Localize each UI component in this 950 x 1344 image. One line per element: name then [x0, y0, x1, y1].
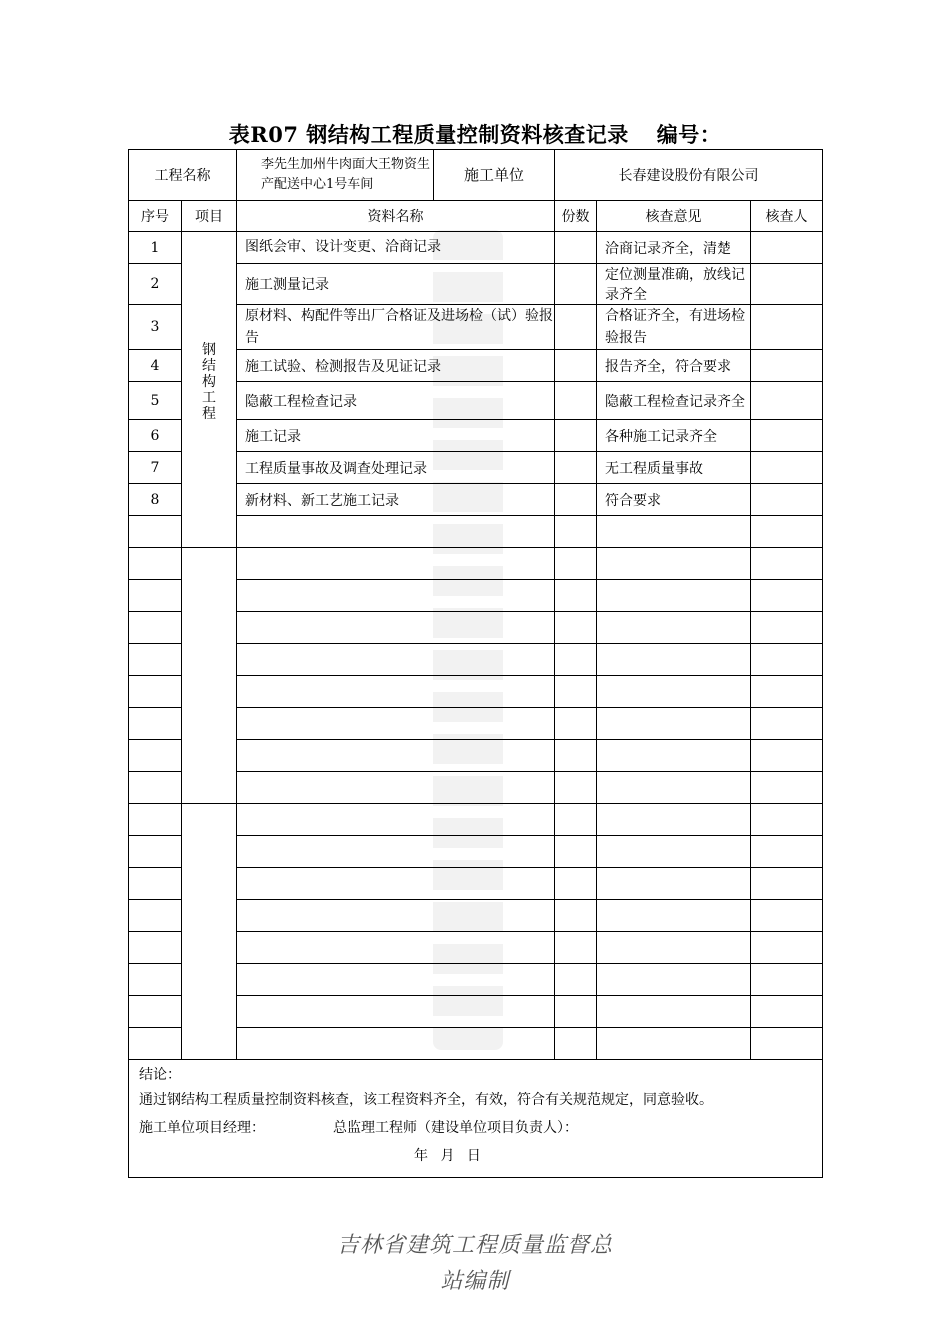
empty-cell: [555, 1028, 597, 1060]
row-opinion: 合格证齐全，有进场检验报告: [597, 305, 751, 350]
row-checker: [751, 350, 823, 382]
header-opinion: 核查意见: [597, 201, 751, 232]
empty-cell: [555, 804, 597, 836]
row-count: [555, 420, 597, 452]
row-doc: 施工试验、检测报告及见证记录: [237, 350, 555, 382]
row-count: [555, 484, 597, 516]
conclusion-text: 通过钢结构工程质量控制资料核查，该工程资料齐全，有效，符合有关规范规定，同意验收。: [139, 1092, 713, 1108]
empty-cell: [597, 708, 751, 740]
empty-cell: [555, 772, 597, 804]
empty-cell: [555, 580, 597, 612]
row-seq: 1: [129, 232, 182, 264]
empty-cell: [597, 580, 751, 612]
empty-cell: [597, 772, 751, 804]
empty-cell: [129, 1028, 182, 1060]
header-row: [129, 201, 823, 232]
empty-cell: [751, 612, 823, 644]
empty-cell: [129, 516, 182, 548]
empty-cell: [129, 900, 182, 932]
empty-cell: [555, 868, 597, 900]
empty-cell: [751, 900, 823, 932]
empty-cell: [237, 964, 555, 996]
empty-cell: [129, 836, 182, 868]
construction-unit-label: 施工单位: [463, 165, 524, 184]
row-checker: [751, 264, 823, 305]
date-label: 年 月 日: [414, 1148, 481, 1164]
empty-cell: [597, 996, 751, 1028]
empty-cell: [129, 548, 182, 580]
empty-section-cell: [182, 804, 237, 1060]
empty-cell: [129, 612, 182, 644]
empty-cell: [751, 580, 823, 612]
row-count: [555, 382, 597, 420]
row-doc: 隐蔽工程检查记录: [237, 382, 555, 420]
empty-cell: [129, 708, 182, 740]
row-count: [555, 305, 597, 350]
header-count: 份数: [555, 201, 597, 232]
empty-cell: [597, 676, 751, 708]
footer-issuer: 吉林省建筑工程质量监督总站编制: [336, 1233, 613, 1294]
empty-cell: [751, 740, 823, 772]
empty-cell: [555, 676, 597, 708]
form-code-label: 编号：: [656, 122, 722, 147]
empty-cell: [555, 708, 597, 740]
empty-cell: [751, 548, 823, 580]
empty-cell: [237, 516, 555, 548]
empty-cell: [555, 516, 597, 548]
empty-section-cell: [182, 548, 237, 804]
row-seq: 2: [129, 264, 182, 305]
chief-supervisor-label: 总监理工程师（建设单位项目负责人）：: [333, 1120, 578, 1136]
row-opinion: 定位测量准确，放线记录齐全: [597, 264, 751, 305]
empty-cell: [597, 612, 751, 644]
empty-cell: [597, 1028, 751, 1060]
table-row-empty: [129, 804, 823, 836]
empty-cell: [129, 964, 182, 996]
empty-cell: [237, 772, 555, 804]
empty-cell: [555, 964, 597, 996]
empty-cell: [597, 516, 751, 548]
header-item: 项目: [182, 201, 237, 232]
section-label-text: 钢结构工程: [202, 342, 216, 422]
empty-cell: [751, 708, 823, 740]
empty-cell: [751, 804, 823, 836]
empty-cell: [751, 676, 823, 708]
empty-cell: [597, 836, 751, 868]
table-row: [129, 232, 823, 264]
conclusion-row: [129, 1060, 823, 1178]
signature-line: [139, 1114, 812, 1142]
empty-cell: [237, 932, 555, 964]
row-count: [555, 232, 597, 264]
row-checker: [751, 232, 823, 264]
empty-cell: [751, 996, 823, 1028]
empty-cell: [555, 996, 597, 1028]
empty-cell: [129, 772, 182, 804]
empty-cell: [555, 836, 597, 868]
empty-cell: [751, 964, 823, 996]
row-doc: 施工记录: [237, 420, 555, 452]
empty-cell: [129, 644, 182, 676]
form-title-text: 表R07 钢结构工程质量控制资料核查记录: [228, 122, 629, 147]
empty-cell: [597, 900, 751, 932]
empty-cell: [597, 932, 751, 964]
project-name-label: 工程名称: [129, 150, 237, 201]
empty-cell: [555, 548, 597, 580]
row-opinion: 符合要求: [597, 484, 751, 516]
row-count: [555, 350, 597, 382]
row-doc: 施工测量记录: [237, 264, 555, 305]
empty-cell: [237, 804, 555, 836]
row-checker: [751, 420, 823, 452]
empty-cell: [751, 1028, 823, 1060]
row-count: [555, 452, 597, 484]
empty-cell: [597, 740, 751, 772]
row-seq: 6: [129, 420, 182, 452]
empty-cell: [237, 644, 555, 676]
empty-cell: [751, 644, 823, 676]
row-doc: 工程质量事故及调查处理记录: [237, 452, 555, 484]
empty-cell: [597, 644, 751, 676]
empty-cell: [555, 612, 597, 644]
row-opinion: 各种施工记录齐全: [597, 420, 751, 452]
project-name-value: 李先生加州牛肉面大王物资生产配送中心1号车间: [249, 150, 434, 200]
empty-cell: [751, 836, 823, 868]
empty-cell: [237, 708, 555, 740]
row-checker: [751, 484, 823, 516]
row-seq: 4: [129, 350, 182, 382]
row-doc: 新材料、新工艺施工记录: [237, 484, 555, 516]
row-doc: 原材料、构配件等出厂合格证及进场检（试）验报告: [237, 305, 555, 350]
empty-cell: [129, 804, 182, 836]
empty-cell: [237, 580, 555, 612]
empty-cell: [555, 900, 597, 932]
row-opinion: 无工程质量事故: [597, 452, 751, 484]
header-seq: 序号: [129, 201, 182, 232]
row-checker: [751, 382, 823, 420]
empty-cell: [237, 900, 555, 932]
row-opinion: 洽商记录齐全，清楚: [597, 232, 751, 264]
info-row: [129, 150, 823, 201]
empty-cell: [129, 932, 182, 964]
empty-cell: [237, 740, 555, 772]
empty-cell: [597, 868, 751, 900]
empty-cell: [129, 740, 182, 772]
project-unit-cell: [237, 150, 555, 201]
empty-cell: [751, 772, 823, 804]
row-opinion: 隐蔽工程检查记录齐全: [597, 382, 751, 420]
empty-cell: [237, 836, 555, 868]
row-seq: 5: [129, 382, 182, 420]
row-checker: [751, 452, 823, 484]
form-title: [128, 120, 822, 150]
conclusion-cell: [129, 1060, 823, 1178]
header-doc: 资料名称: [237, 201, 555, 232]
empty-cell: [129, 996, 182, 1028]
empty-cell: [237, 676, 555, 708]
empty-cell: [237, 996, 555, 1028]
contractor-pm-label: 施工单位项目经理：: [139, 1120, 265, 1136]
empty-cell: [555, 740, 597, 772]
empty-cell: [129, 868, 182, 900]
row-count: [555, 264, 597, 305]
row-seq: 3: [129, 305, 182, 350]
empty-cell: [237, 868, 555, 900]
row-checker: [751, 305, 823, 350]
table-row-empty: [129, 548, 823, 580]
empty-cell: [129, 676, 182, 708]
section-label: [182, 232, 237, 548]
empty-cell: [237, 548, 555, 580]
row-seq: 8: [129, 484, 182, 516]
empty-cell: [751, 868, 823, 900]
empty-cell: [555, 932, 597, 964]
empty-cell: [597, 804, 751, 836]
empty-cell: [751, 932, 823, 964]
header-checker: 核查人: [751, 201, 823, 232]
empty-cell: [555, 644, 597, 676]
empty-cell: [597, 964, 751, 996]
row-opinion: 报告齐全，符合要求: [597, 350, 751, 382]
row-doc: 图纸会审、设计变更、洽商记录: [237, 232, 555, 264]
empty-cell: [237, 612, 555, 644]
conclusion-label: 结论：: [139, 1067, 181, 1083]
empty-cell: [597, 548, 751, 580]
empty-cell: [751, 516, 823, 548]
check-record-table: [128, 149, 823, 1178]
empty-cell: [237, 1028, 555, 1060]
row-seq: 7: [129, 452, 182, 484]
construction-unit-value: 长春建设股份有限公司: [555, 150, 823, 201]
empty-cell: [129, 580, 182, 612]
